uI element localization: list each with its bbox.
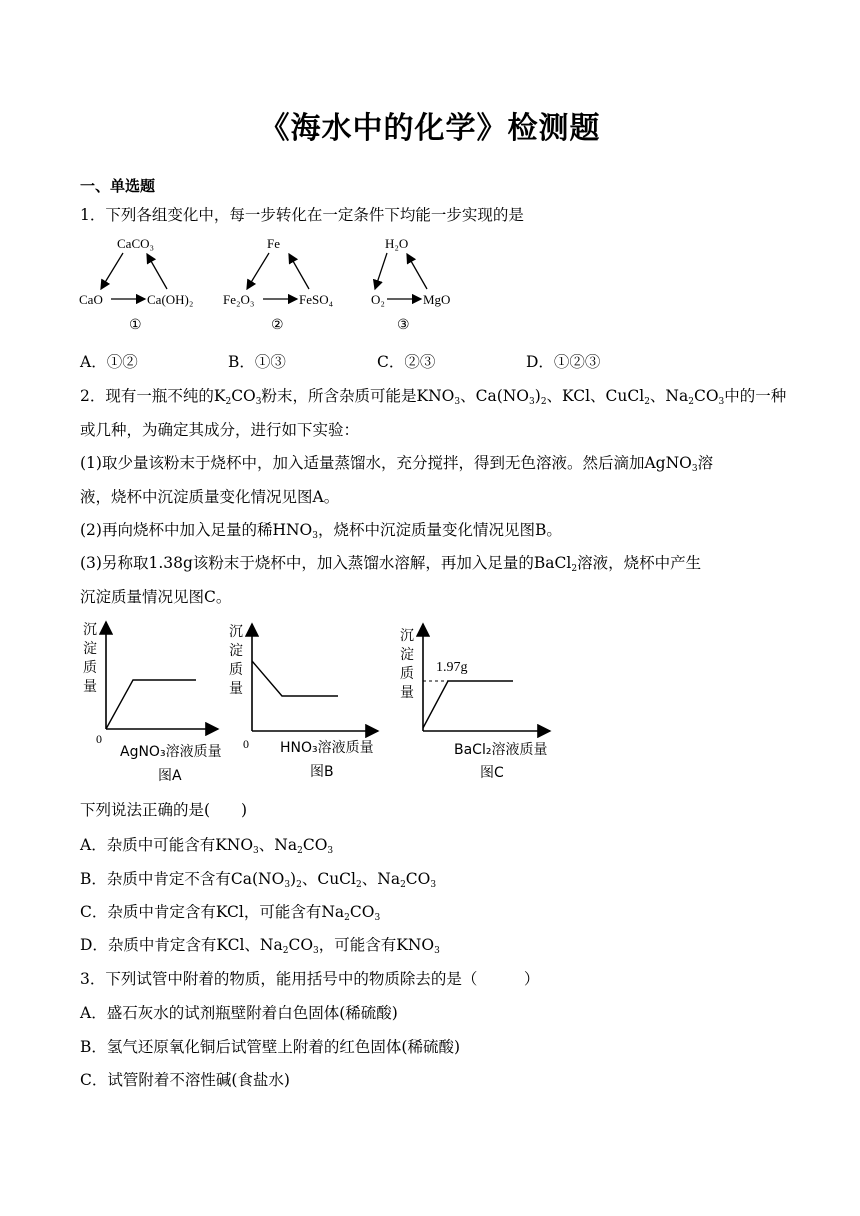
diagram3-arrow-down-left xyxy=(375,253,387,289)
q1-diagrams xyxy=(75,232,475,337)
q1-option-c: C．②③ xyxy=(377,353,436,371)
diagram3-top: H₂O xyxy=(385,236,409,251)
graph-b-ylabel-3: 质 xyxy=(229,662,243,678)
graph-c xyxy=(400,624,550,781)
graph-b-xlabel: HNO₃溶液质量 xyxy=(280,740,374,756)
graph-a-ylabel-4: 量 xyxy=(83,679,97,695)
graph-b-origin: 0 xyxy=(243,737,249,751)
diagram1-right: Ca(OH)₂ xyxy=(147,292,194,307)
graph-c-curve xyxy=(423,681,513,728)
q1-option-b: B．①③ xyxy=(228,353,286,371)
diagram2-number: ② xyxy=(271,318,284,333)
diagram1-top: CaCO₃ xyxy=(117,236,155,251)
graph-a-ylabel-3: 质 xyxy=(83,660,97,676)
diagram2-arrow-up-left xyxy=(289,254,309,289)
diagram2-right: FeSO₄ xyxy=(299,292,334,307)
page-title: 《海水中的化学》检测题 xyxy=(259,111,601,146)
diagram3-arrow-up-left xyxy=(407,254,427,289)
q1-option-d: D．①②③ xyxy=(526,353,601,371)
graph-b-ylabel-2: 淀 xyxy=(229,643,243,659)
q2-option-d: D．杂质中肯定含有KCl、$Na_2CO_3$，可能含有$KNO_3$ xyxy=(80,936,440,956)
diagram3-number: ③ xyxy=(397,318,410,333)
graph-c-caption: 图C xyxy=(480,765,504,781)
graph-b-ylabel-1: 沉 xyxy=(229,624,243,640)
graph-c-ylabel-3: 质 xyxy=(400,666,414,682)
q2-line5: (2)再向烧杯中加入足量的稀$HNO_3$，烧杯中沉淀质量变化情况见图B。 xyxy=(80,521,562,541)
q3-option-a: A．盛石灰水的试剂瓶壁附着白色固体(稀硫酸) xyxy=(80,1004,398,1022)
graph-a-origin: 0 xyxy=(96,732,102,746)
q3-option-c: C．试管附着不溶性碱(食盐水) xyxy=(80,1071,290,1089)
diagram1-arrow-up-left xyxy=(147,254,167,289)
diagram1-number: ① xyxy=(129,318,142,333)
q2-line7: 沉淀质量情况见图C。 xyxy=(80,588,232,606)
q3-option-b: B．氢气还原氧化铜后试管壁上附着的红色固体(稀硫酸) xyxy=(80,1038,460,1056)
q2-line3: (1)取少量该粉末于烧杯中，加入适量蒸馏水，充分搅拌，得到无色溶液。然后滴加AgNO$_3$溶 xyxy=(80,454,714,474)
q3-stem: 3．下列试管中附着的物质，能用括号中的物质除去的是（ ） xyxy=(80,970,540,988)
diagram2-left: Fe₂O₃ xyxy=(223,292,255,307)
diagram2-top: Fe xyxy=(267,236,280,251)
diagram1-arrow-down-left xyxy=(101,253,123,289)
graph-a-xlabel: AgNO₃溶液质量 xyxy=(120,744,222,760)
q2-line2: 或几种，为确定其成分，进行如下实验： xyxy=(80,421,360,439)
diagram3-right: MgO xyxy=(423,292,451,307)
diagram3-left: O₂ xyxy=(371,292,385,307)
graph-a xyxy=(83,622,222,784)
graph-c-xlabel: BaCl₂溶液质量 xyxy=(454,742,548,758)
q2-option-b: B．杂质中肯定不含有$Ca(NO_3)_2$、CuCl$_2$、$Na_2CO_3$ xyxy=(80,870,437,890)
graph-b-caption: 图B xyxy=(310,764,334,780)
q2-graphs xyxy=(78,618,568,786)
q2-line6: (3)另称取1.38g该粉末于烧杯中，加入蒸馏水溶解，再加入足量的BaCl$_2$溶液，烧杯中产生 xyxy=(80,554,702,574)
graph-b-ylabel-4: 量 xyxy=(229,681,243,697)
diagram1-left: CaO xyxy=(79,292,103,307)
q1-stem: 1．下列各组变化中，每一步转化在一定条件下均能一步实现的是 xyxy=(80,206,524,224)
q2-option-a: A．杂质中可能含有$KNO_3$、$Na_2CO_3$ xyxy=(80,836,334,856)
q2-option-c: C．杂质中肯定含有KCl，可能含有$Na_2CO_3$ xyxy=(80,903,381,923)
q2-line1: 2．现有一瓶不纯的$K_2CO_3$粉末，所含杂质可能是$KNO_3$、$Ca(NO_3)_2$、KCl、CuCl$_2$、$Na_2CO_3$中的一种 xyxy=(80,387,787,407)
graph-c-ylabel-2: 淀 xyxy=(400,647,414,663)
q2-line4: 液，烧杯中沉淀质量变化情况见图A。 xyxy=(80,488,340,506)
graph-b-curve xyxy=(252,661,338,696)
graph-c-ylabel-1: 沉 xyxy=(400,628,414,644)
graph-a-curve xyxy=(106,680,196,729)
q1-option-a: A．①② xyxy=(80,353,138,371)
graph-a-ylabel-1: 沉 xyxy=(83,622,97,638)
graph-b xyxy=(229,624,378,780)
q2-question: 下列说法正确的是( ) xyxy=(80,801,248,819)
graph-a-caption: 图A xyxy=(158,768,182,784)
graph-c-value-label: 1.97g xyxy=(436,660,468,675)
graph-a-ylabel-2: 淀 xyxy=(83,641,97,657)
section-heading: 一、单选题 xyxy=(80,177,156,195)
graph-c-ylabel-4: 量 xyxy=(400,685,414,701)
diagram2-arrow-down-left xyxy=(247,253,269,289)
